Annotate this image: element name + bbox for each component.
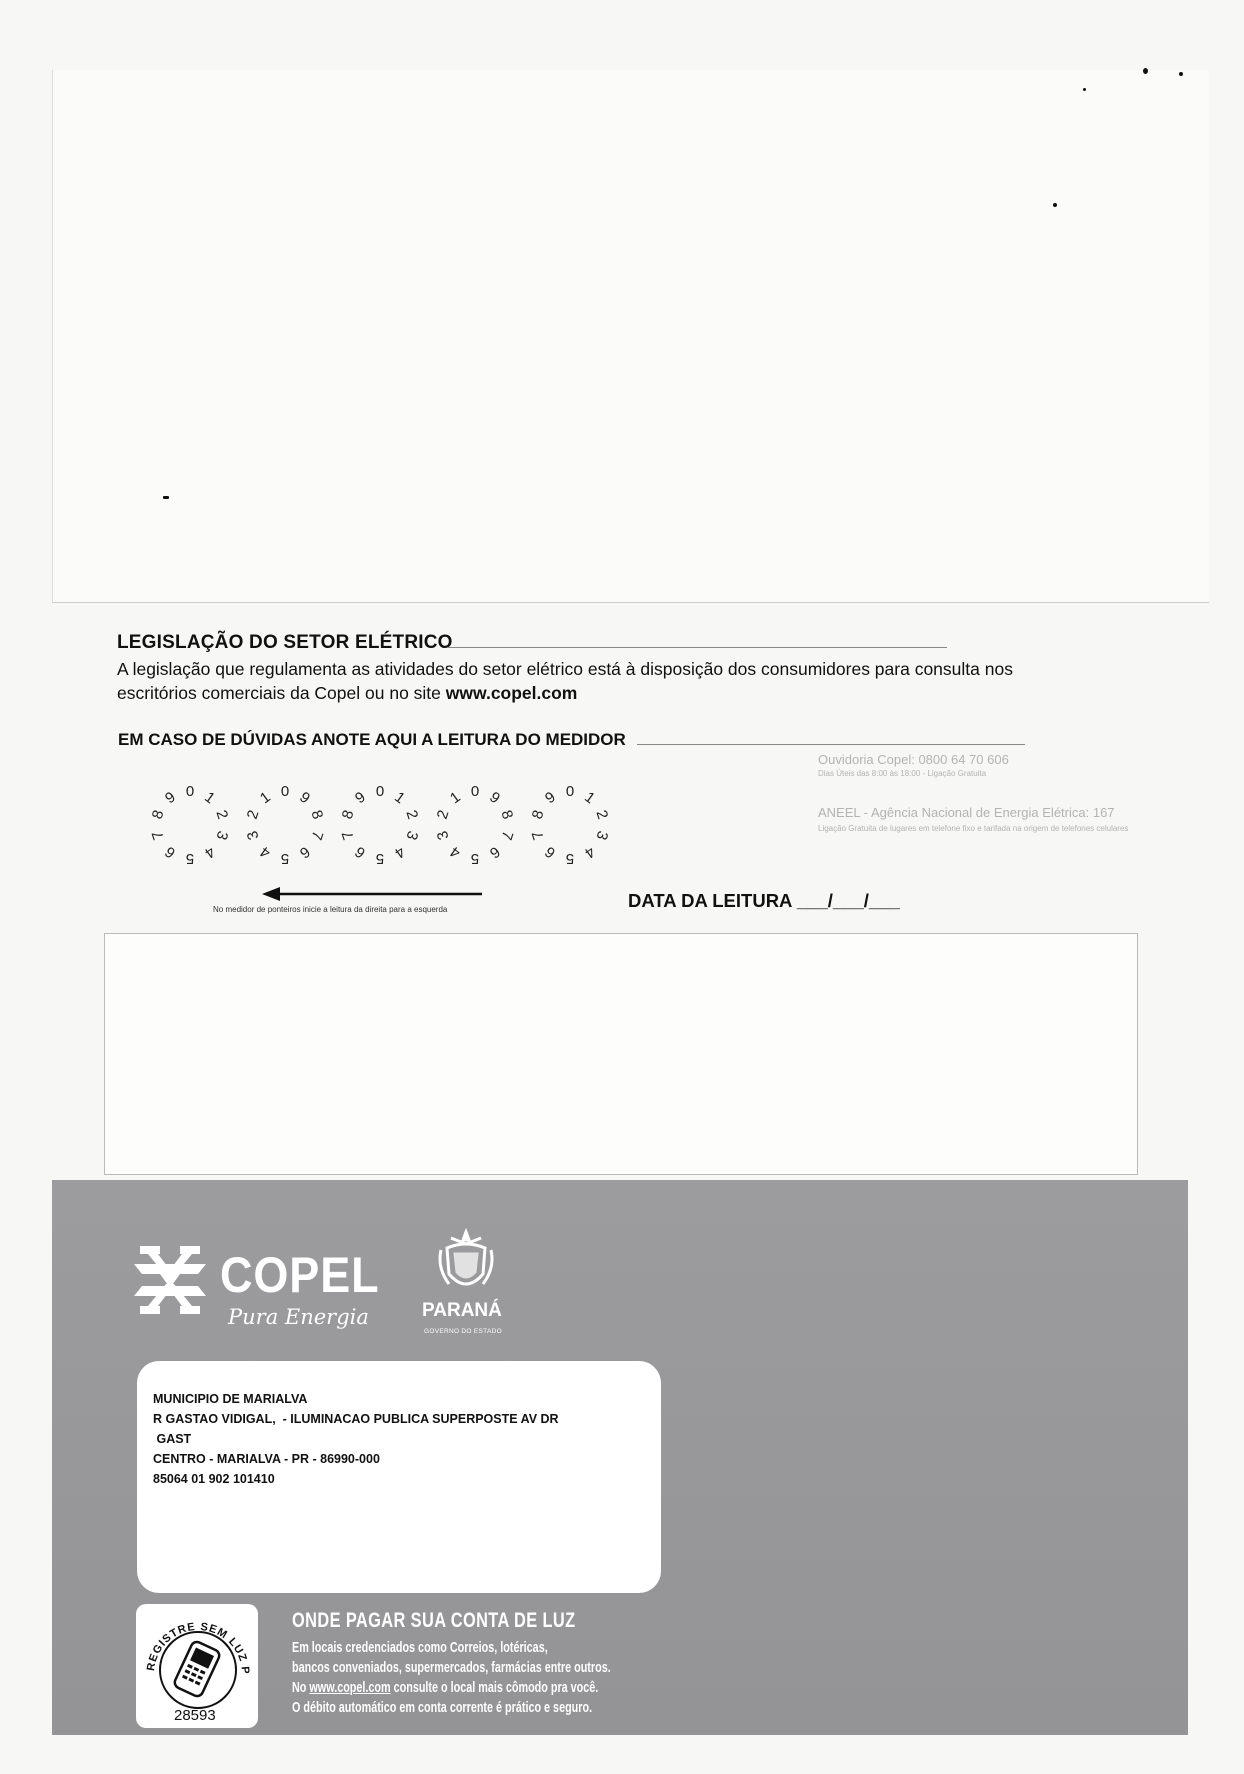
meter-dials <box>140 775 640 875</box>
address-line: 85064 01 902 101410 <box>153 1472 275 1486</box>
legislacao-line-2-text: escritórios comerciais da Copel ou no site <box>117 683 446 703</box>
dial-digit: 6 <box>351 842 369 862</box>
copel-slogan: Pura Energia <box>228 1305 369 1329</box>
data-leitura <box>628 890 900 912</box>
dial-digit: 7 <box>338 828 358 842</box>
dial-digit: 4 <box>391 842 409 862</box>
leitura-rule <box>637 744 1025 745</box>
address-line: MUNICIPIO DE MARIALVA <box>153 1392 308 1406</box>
sms-badge <box>136 1604 258 1728</box>
meter-dial <box>244 783 326 867</box>
pagamento-line-3 <box>292 1678 611 1698</box>
dial-digit: 1 <box>581 788 599 808</box>
scan-speck <box>1179 72 1183 76</box>
pagamento-site-link[interactable]: www.copel.com <box>309 1679 391 1696</box>
dial-digit: 9 <box>296 788 314 808</box>
dial-digit: 8 <box>307 808 327 822</box>
dial-digit: 8 <box>148 808 168 822</box>
copel-wordmark: COPEL <box>220 1247 380 1303</box>
message-box <box>104 933 1138 1175</box>
dial-digit: 4 <box>446 842 464 862</box>
pagamento-title: ONDE PAGAR SUA CONTA DE LUZ <box>292 1609 576 1632</box>
scan-speck <box>163 496 169 499</box>
dial-digit: 4 <box>201 842 219 862</box>
dial-digit: 7 <box>497 828 517 842</box>
dial-digit: 6 <box>296 842 314 862</box>
dial-digit: 8 <box>528 808 548 822</box>
dial-digit: 6 <box>161 842 179 862</box>
ouvidoria-phone: Ouvidoria Copel: 0800 64 70 606 <box>818 752 1009 767</box>
sms-number: 28593 <box>174 1707 216 1724</box>
pagamento-line-2: bancos conveniados, supermercados, farmácias entre outros. <box>292 1659 611 1676</box>
dial-digit: 1 <box>201 788 219 808</box>
dial-digit: 0 <box>280 783 290 800</box>
dial-digit: 2 <box>592 808 612 822</box>
address-line: CENTRO - MARIALVA - PR - 86990-000 <box>153 1452 380 1466</box>
arrow-left-icon <box>262 886 484 902</box>
dial-digit: 3 <box>212 828 232 842</box>
dial-digit: 6 <box>486 842 504 862</box>
dial-digit: 4 <box>581 842 599 862</box>
dial-digit: 3 <box>592 828 612 842</box>
meter-dial <box>339 783 421 867</box>
dial-digit: 7 <box>307 828 327 842</box>
dial-digit: 5 <box>470 850 480 867</box>
pagamento-line-3-prefix: No <box>292 1679 310 1696</box>
leitura-title: EM CASO DE DÚVIDAS ANOTE AQUI A LEITURA DO MEDIDOR <box>118 730 626 749</box>
dial-digit: 9 <box>541 788 559 808</box>
dial-digit: 9 <box>161 788 179 808</box>
legislacao-line-2 <box>117 681 1117 705</box>
sms-phone-icon <box>136 1604 258 1728</box>
dial-digit: 9 <box>486 788 504 808</box>
dial-digit: 3 <box>433 828 453 842</box>
pagamento-line-1: Em locais credenciados como Correios, lotéricas, <box>292 1639 548 1656</box>
data-leitura-blank[interactable]: ___/___/___ <box>796 890 900 911</box>
dial-digit: 7 <box>528 828 548 842</box>
dial-digit: 1 <box>391 788 409 808</box>
aneel-info <box>818 805 1198 834</box>
sms-arc-text: REGISTRE SEM LUZ P <box>144 1620 252 1676</box>
dial-digit: 3 <box>402 828 422 842</box>
dial-digit: 8 <box>497 808 517 822</box>
scan-speck <box>1143 68 1148 74</box>
scan-speck <box>1053 203 1057 207</box>
dial-digit: 0 <box>375 783 385 800</box>
top-blank-area <box>52 70 1209 603</box>
dial-digit: 2 <box>212 808 232 822</box>
dial-digit: 9 <box>351 788 369 808</box>
dial-digit: 2 <box>243 808 263 822</box>
dial-digit: 4 <box>256 842 274 862</box>
dial-digit: 5 <box>565 850 575 867</box>
dial-digit: 2 <box>402 808 422 822</box>
parana-coat-of-arms-icon <box>433 1228 499 1300</box>
address-line: R GASTAO VIDIGAL, - ILUMINACAO PUBLICA SUPERPOSTE AV DR <box>153 1412 559 1426</box>
address-lines <box>153 1389 559 1489</box>
dial-digit: 1 <box>446 788 464 808</box>
dial-digit: 5 <box>375 850 385 867</box>
dial-digit: 1 <box>256 788 274 808</box>
meter-dial <box>149 783 231 867</box>
aneel-phone: ANEEL - Agência Nacional de Energia Elétrica: 167 <box>818 805 1115 820</box>
legislacao-line-1: A legislação que regulamenta as atividades do setor elétrico está à disposição dos consumidores para consulta nos <box>117 659 1013 679</box>
dial-digit: 0 <box>185 783 195 800</box>
pagamento-line-4: O débito automático em conta corrente é prático e seguro. <box>292 1699 593 1716</box>
dial-digit: 3 <box>243 828 263 842</box>
pagamento-lines <box>292 1638 611 1718</box>
meter-dial <box>434 783 516 867</box>
data-leitura-label: DATA DA LEITURA <box>628 890 792 911</box>
legislacao-title: LEGISLAÇÃO DO SETOR ELÉTRICO <box>117 632 453 653</box>
ouvidoria-info <box>818 752 1198 778</box>
leitura-instruction: No medidor de ponteiros inicie a leitura da direita para a esquerda <box>213 905 448 914</box>
dial-digit: 2 <box>433 808 453 822</box>
parana-subtitle: GOVERNO DO ESTADO <box>424 1328 502 1335</box>
address-line: GAST <box>153 1432 192 1446</box>
dial-digit: 5 <box>185 850 195 867</box>
legislacao-site-link[interactable]: www.copel.com <box>445 683 578 703</box>
dial-digit: 5 <box>280 850 290 867</box>
parana-wordmark: PARANÁ <box>422 1300 502 1321</box>
dial-digit: 6 <box>541 842 559 862</box>
copel-logo-icon <box>134 1244 206 1316</box>
dial-digit: 7 <box>148 828 168 842</box>
aneel-note: Ligação Gratuita de lugares em telefone fixo e tarifada na origem de telefones celulares <box>818 824 1129 833</box>
scan-speck <box>1083 88 1086 91</box>
legislacao-rule <box>447 647 947 648</box>
ouvidoria-hours: Dias Úteis das 8:00 às 18:00 - Ligação Gratuita <box>818 769 987 778</box>
legislacao-text <box>117 657 1117 705</box>
pagamento-line-3-suffix: consulte o local mais cômodo pra você. <box>390 1679 599 1696</box>
dial-digit: 0 <box>565 783 575 800</box>
dial-digit: 8 <box>338 808 358 822</box>
meter-dial <box>529 783 611 867</box>
dial-digit: 0 <box>470 783 480 800</box>
